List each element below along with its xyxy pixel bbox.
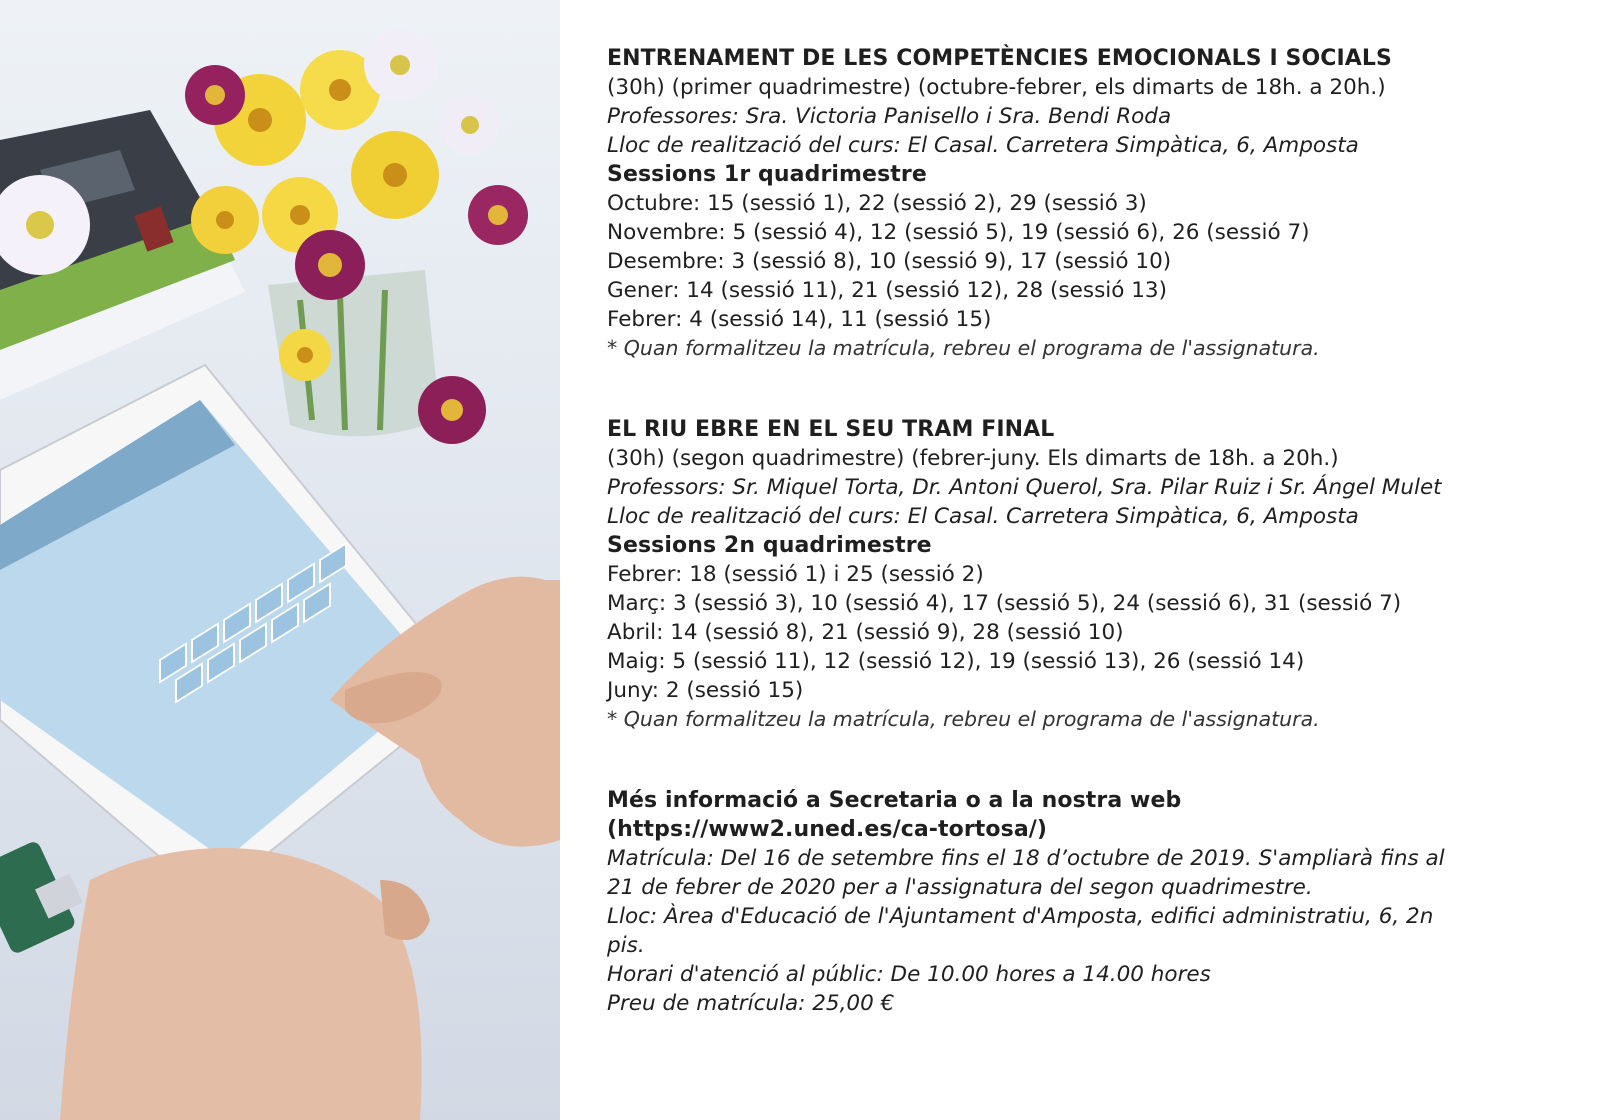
session-line: Novembre: 5 (sessió 4), 12 (sessió 5), 19 (sessió 6), 26 (sessió 7) (607, 220, 1310, 245)
course-1-title: ENTRENAMENT DE LES COMPETÈNCIES EMOCIONALS I SOCIALS (607, 46, 1392, 71)
session-line: Març: 3 (sessió 3), 10 (sessió 4), 17 (sessió 5), 24 (sessió 6), 31 (sessió 7) (607, 591, 1402, 616)
photo-illustration (0, 0, 560, 1120)
session-line: Maig: 5 (sessió 11), 12 (sessió 12), 19 (sessió 13), 26 (sessió 14) (607, 649, 1305, 674)
spacer (607, 734, 1567, 786)
website-link[interactable]: (https://www2.uned.es/ca-tortosa/) (607, 817, 1048, 842)
course-2-schedule: (30h) (segon quadrimestre) (febrer-juny. Els dimarts de 18h. a 20h.) (607, 446, 1339, 471)
course-1-note: * Quan formalitzeu la matrícula, rebreu el programa de l'assignatura. (607, 336, 1320, 360)
course-1-sessions-heading: Sessions 1r quadrimestre (607, 162, 927, 187)
course-1-place: Lloc de realització del curs: El Casal. Carretera Simpàtica, 6, Amposta (607, 133, 1359, 158)
session-line: Octubre: 15 (sessió 1), 22 (sessió 2), 29 (sessió 3) (607, 191, 1147, 216)
more-info (607, 786, 1567, 1018)
session-line: Febrer: 4 (sessió 14), 11 (sessió 15) (607, 307, 992, 332)
course-1 (607, 44, 1567, 363)
tablet (0, 365, 470, 900)
spacer (607, 363, 1567, 415)
session-line: Gener: 14 (sessió 11), 21 (sessió 12), 28 (sessió 13) (607, 278, 1167, 303)
session-line: Abril: 14 (sessió 8), 21 (sessió 9), 28 (sessió 10) (607, 620, 1124, 645)
usb-stick (0, 840, 83, 956)
course-2-title: EL RIU EBRE EN EL SEU TRAM FINAL (607, 417, 1055, 442)
course-info-text (607, 44, 1567, 1018)
more-info-heading: Més informació a Secretaria o a la nostra web (607, 788, 1182, 813)
course-2 (607, 415, 1567, 734)
course-2-place: Lloc de realització del curs: El Casal. Carretera Simpàtica, 6, Amposta (607, 504, 1359, 529)
office-hours: Horari d'atenció al públic: De 10.00 hores a 14.00 hores (607, 962, 1211, 987)
photo-flowers-tablet (0, 0, 560, 1120)
flowers (0, 29, 528, 444)
course-2-note: * Quan formalitzeu la matrícula, rebreu el programa de l'assignatura. (607, 707, 1320, 731)
course-1-teachers: Professores: Sra. Victoria Panisello i Sra. Bendi Roda (607, 104, 1172, 129)
secretary-location: Lloc: Àrea d'Educació de l'Ajuntament d'Amposta, edifici administratiu, 6, 2n pis. (607, 904, 1434, 958)
course-1-schedule: (30h) (primer quadrimestre) (octubre-febrer, els dimarts de 18h. a 20h.) (607, 75, 1386, 100)
enrolment-price: Preu de matrícula: 25,00 € (607, 991, 895, 1016)
course-2-teachers: Professors: Sr. Miquel Torta, Dr. Antoni Querol, Sra. Pilar Ruiz i Sr. Ángel Mulet (607, 475, 1442, 500)
session-line: Juny: 2 (sessió 15) (607, 678, 804, 703)
enrolment-dates: Matrícula: Del 16 de setembre fins el 18 d’octubre de 2019. S'ampliarà fins al 21 de febrer de 2020 per a l'assignatura del segon quadrimestre. (607, 846, 1445, 900)
course-2-sessions-heading: Sessions 2n quadrimestre (607, 533, 932, 558)
session-line: Febrer: 18 (sessió 1) i 25 (sessió 2) (607, 562, 984, 587)
session-line: Desembre: 3 (sessió 8), 10 (sessió 9), 17 (sessió 10) (607, 249, 1172, 274)
